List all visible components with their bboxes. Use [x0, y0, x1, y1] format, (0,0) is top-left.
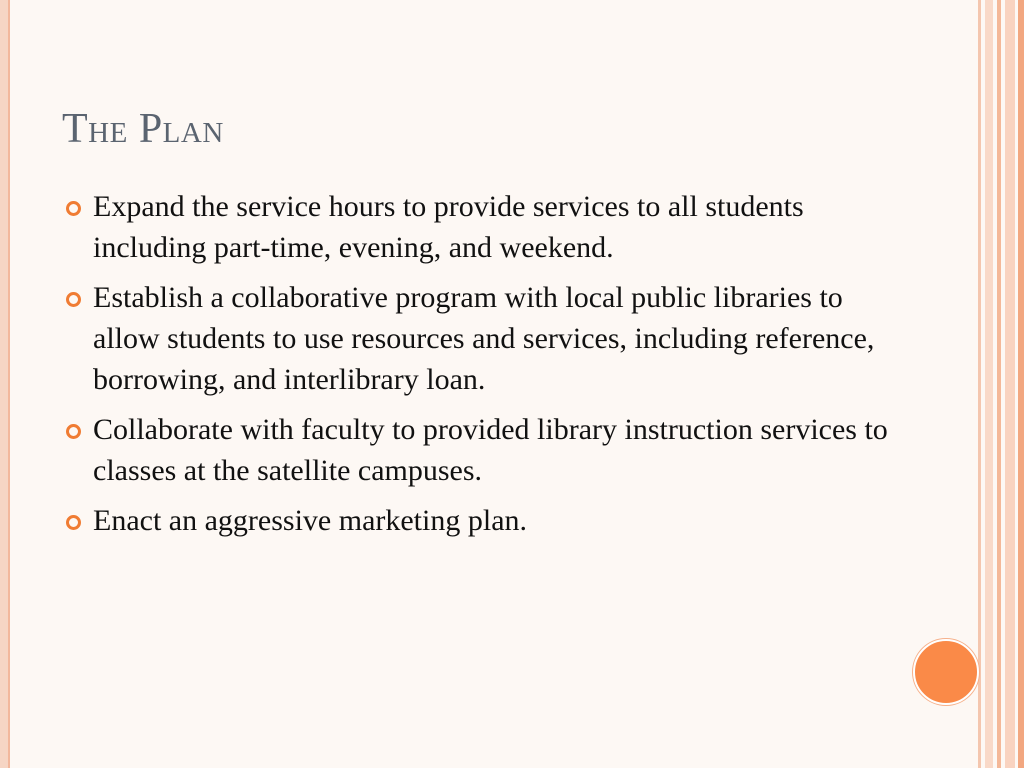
ring-bullet-icon: [66, 515, 81, 530]
stripe: [978, 0, 981, 768]
bullet-item: [62, 277, 892, 400]
slide-content: [62, 186, 892, 550]
bullet-item: [62, 186, 892, 268]
ring-bullet-icon: [66, 201, 81, 216]
bullet-item: [62, 500, 892, 541]
ring-bullet-icon: [66, 424, 81, 439]
stripe: [1018, 0, 1024, 768]
right-stripes-decoration: [978, 0, 1024, 768]
stripe: [1005, 0, 1015, 768]
bullet-text: Expand the service hours to provide services to all students including part-time, evening, and weekend.: [93, 190, 804, 264]
stripe: [985, 0, 993, 768]
bullet-text: Enact an aggressive marketing plan.: [93, 504, 528, 537]
orange-circle-icon: [913, 639, 979, 705]
bullet-text: Establish a collaborative program with local public libraries to allow students to use resources and services, including reference, borrowing, and interlibrary loan.: [93, 281, 875, 396]
stripe: [997, 0, 1001, 768]
left-border-decoration: [0, 0, 10, 768]
ring-bullet-icon: [66, 292, 81, 307]
slide-title: The Plan: [62, 106, 224, 152]
bullet-item: [62, 409, 892, 491]
bullet-text: Collaborate with faculty to provided library instruction services to classes at the satellite campuses.: [93, 413, 888, 487]
bullet-list: [62, 186, 892, 541]
